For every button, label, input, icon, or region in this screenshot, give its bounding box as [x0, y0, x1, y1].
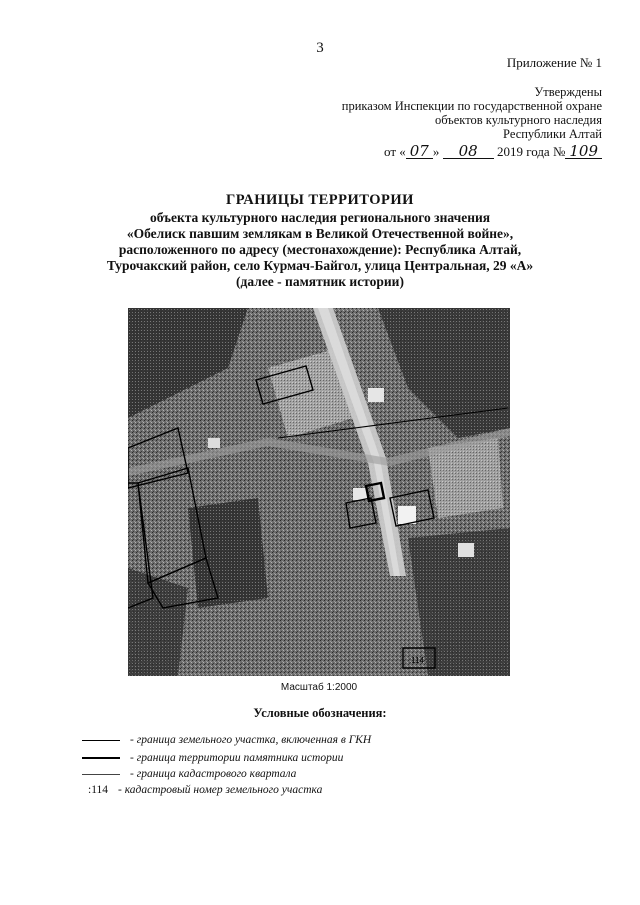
legend-text: - граница земельного участка, включенная в ГКН — [130, 734, 372, 746]
legend-line-monument — [82, 757, 120, 759]
building — [208, 438, 220, 448]
title-line-2: «Обелиск павшим землякам в Великой Отечественной войне», — [126, 226, 514, 241]
aerial-map — [128, 308, 510, 676]
building — [398, 506, 416, 524]
object-line-1: объектов культурного наследия — [435, 113, 602, 127]
title-line-5: (далее - памятник истории) — [236, 274, 404, 289]
page-number: 3 — [316, 40, 324, 56]
title-line-3: расположенного по адресу (местонахождение): Республика Алтай, — [118, 242, 522, 257]
legend-line-gkn — [82, 740, 120, 741]
approval-date-line — [384, 144, 602, 159]
date-prefix: от « — [383, 144, 406, 159]
date-mid: » — [432, 144, 440, 159]
legend-text: - кадастровый номер земельного участка — [118, 784, 323, 796]
title-line-4: Турочакский район, село Курмач-Байгол, улица Центральная, 29 «А» — [106, 258, 534, 273]
building — [368, 388, 384, 402]
legend-item-monument — [82, 752, 343, 764]
legend-item-quarter — [82, 768, 296, 780]
legend-text: - граница территории памятника истории — [130, 752, 344, 764]
document-title: ГРАНИЦЫ ТЕРРИТОРИИ — [226, 192, 414, 208]
legend-item-number — [88, 784, 322, 796]
date-month: 08 — [443, 144, 494, 159]
vegetation-area — [188, 498, 268, 608]
legend-line-quarter — [82, 774, 120, 775]
date-year: 2019 года № — [496, 144, 566, 159]
parcel-label: :114 — [409, 656, 424, 665]
building — [458, 543, 474, 557]
title-block — [60, 192, 580, 290]
legend-symbol: :114 — [88, 784, 109, 796]
legend-title: Условные обозначения: — [253, 706, 387, 720]
order-line: приказом Инспекции по государственной охране — [341, 99, 602, 113]
date-day: 07 — [406, 144, 433, 159]
approved-label: Утверждены — [534, 85, 602, 99]
map-scale: Масштаб 1:2000 — [280, 682, 358, 693]
object-line-2: Республики Алтай — [503, 127, 602, 141]
appendix-label: Приложение № 1 — [506, 55, 602, 70]
order-number: 109 — [565, 144, 602, 159]
legend-item-gkn — [82, 734, 371, 746]
building — [353, 488, 367, 500]
legend-text: - граница кадастрового квартала — [130, 768, 297, 780]
title-line-1: объекта культурного наследия регионального значения — [149, 210, 491, 225]
